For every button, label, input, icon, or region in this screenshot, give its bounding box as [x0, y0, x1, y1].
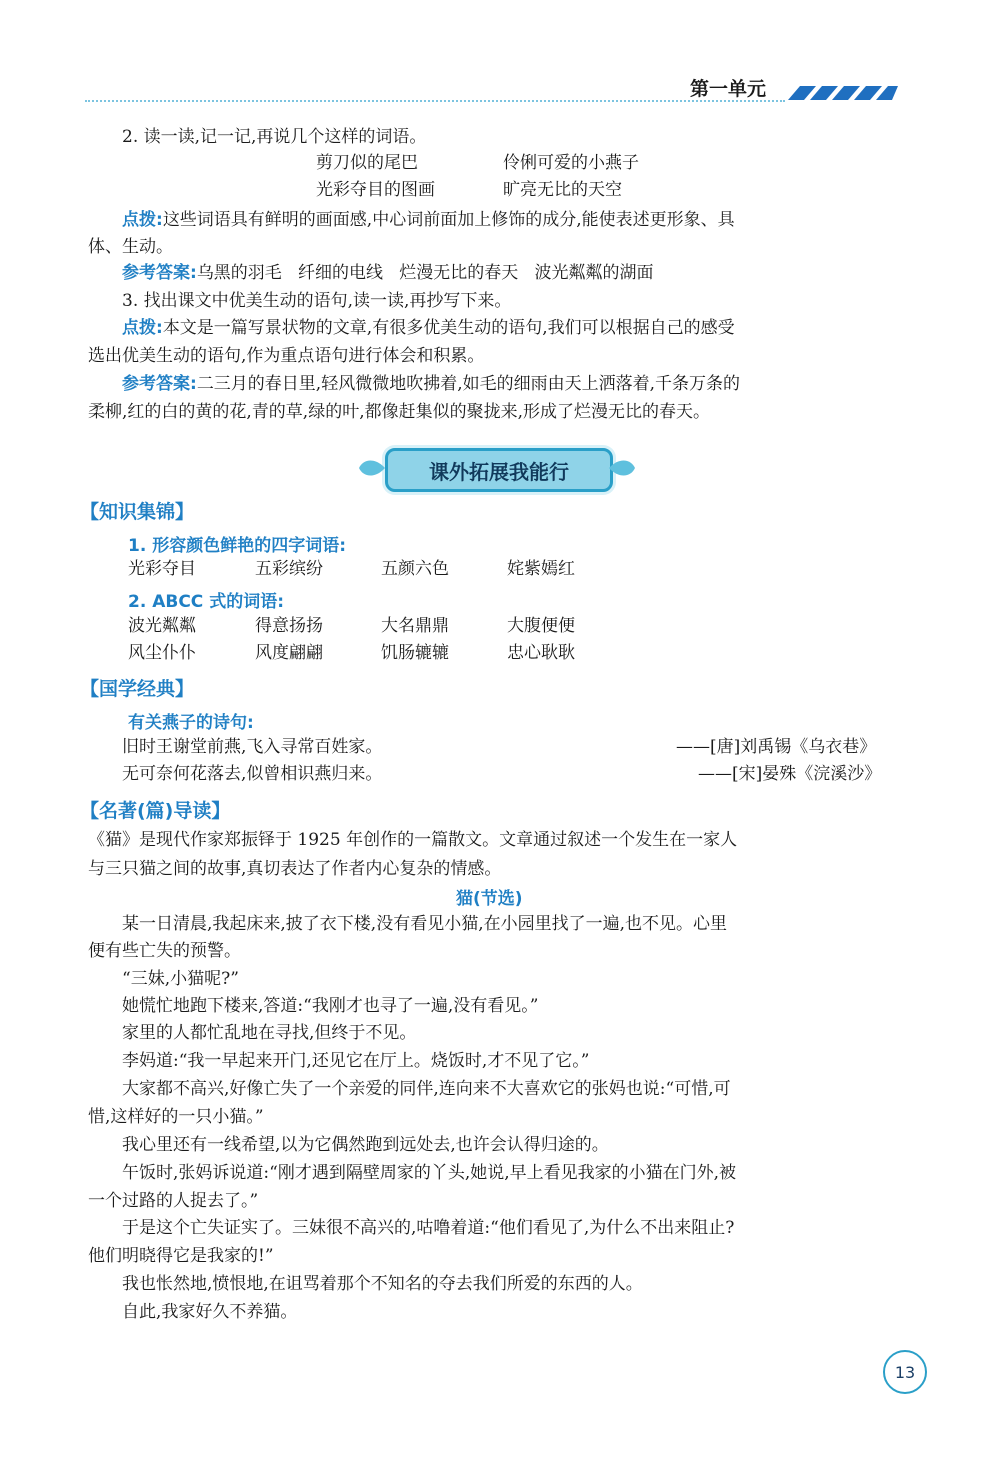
answer-text: 乌黑的羽毛 纤细的电线 烂漫无比的春天 波光粼粼的湖面 — [196, 263, 654, 283]
section-banner: 课外拓展我能行 — [385, 448, 613, 492]
classics-title: 【国学经典】 — [80, 678, 195, 700]
hint-label: 点拨: — [122, 318, 163, 338]
idiom-word: 风度翩翩 — [255, 643, 323, 663]
header-rule — [85, 100, 785, 102]
q2-word: 旷亮无比的天空 — [503, 180, 622, 200]
idiom-word: 五颜六色 — [381, 559, 449, 579]
q2-hint — [122, 206, 735, 234]
excerpt-line: 一个过路的人捉去了。” — [88, 1191, 259, 1211]
hint-text: 本文是一篇写景状物的文章,有很多优美生动的语句,我们可以根据自己的感受 — [162, 318, 735, 338]
excerpt-line: 我心里还有一线希望,以为它偶然跑到远处去,也许会认得归途的。 — [122, 1135, 609, 1155]
hint-label: 点拨: — [122, 210, 163, 230]
q3-answer-cont: 柔柳,红的白的黄的花,青的草,绿的叶,都像赶集似的聚拢来,形成了烂漫无比的春天。 — [88, 402, 711, 422]
idiom-word: 大腹便便 — [507, 616, 575, 636]
hint-text: 这些词语具有鲜明的画面感,中心词前面加上修饰的成分,能使表述更形象、具 — [162, 210, 735, 230]
answer-label: 参考答案: — [122, 263, 197, 283]
unit-title: 第一单元 — [690, 78, 767, 100]
q2-word: 伶俐可爱的小燕子 — [503, 153, 639, 173]
q2-hint-cont: 体、生动。 — [88, 237, 173, 257]
knowledge-sub1: 1. 形容颜色鲜艳的四字词语: — [128, 536, 347, 556]
leaf-right-icon — [607, 455, 637, 481]
poem-line: 无可奈何花落去,似曾相识燕归来。 — [122, 764, 383, 784]
answer-text: 二三月的春日里,轻风微微地吹拂着,如毛的细雨由天上洒落着,千条万条的 — [196, 374, 741, 394]
idiom-word: 风尘仆仆 — [128, 643, 196, 663]
q2-prompt: 2. 读一读,记一记,再说几个这样的词语。 — [122, 127, 427, 147]
excerpt-line: 午饭时,张妈诉说道:“刚才遇到隔壁周家的丫头,她说,早上看见我家的小猫在门外,被 — [122, 1163, 737, 1183]
idiom-word: 姹紫嫣红 — [507, 559, 575, 579]
idiom-word: 五彩缤纷 — [255, 559, 323, 579]
excerpt-line: 大家都不高兴,好像亡失了一个亲爱的同伴,连向来不大喜欢它的张妈也说:“可惜,可 — [122, 1079, 731, 1099]
poem-line: 旧时王谢堂前燕,飞入寻常百姓家。 — [122, 737, 383, 757]
idiom-word: 光彩夺目 — [128, 559, 196, 579]
leaf-left-icon — [357, 455, 387, 481]
q2-word: 剪刀似的尾巴 — [316, 153, 418, 173]
knowledge-sub2: 2. ABCC 式的词语: — [128, 592, 284, 612]
idiom-word: 大名鼎鼎 — [381, 616, 449, 636]
q2-answer — [122, 259, 653, 287]
excerpt-line: 她慌忙地跑下楼来,答道:“我刚才也寻了一遍,没有看见。” — [122, 996, 539, 1016]
knowledge-title: 【知识集锦】 — [80, 501, 195, 523]
idiom-word: 波光粼粼 — [128, 616, 196, 636]
reading-title: 【名著(篇)导读】 — [80, 800, 231, 822]
excerpt-line: “三妹,小猫呢?” — [122, 969, 239, 989]
poem-source: ——[宋]晏殊《浣溪沙》 — [698, 764, 882, 784]
q3-prompt: 3. 找出课文中优美生动的语句,读一读,再抄写下来。 — [122, 291, 512, 311]
answer-label: 参考答案: — [122, 374, 197, 394]
excerpt-line: 某一日清晨,我起床来,披了衣下楼,没有看见小猫,在小园里找了一遍,也不见。心里 — [122, 914, 728, 934]
excerpt-line: 家里的人都忙乱地在寻找,但终于不见。 — [122, 1023, 417, 1043]
q3-hint — [122, 314, 735, 342]
page-number: 13 — [883, 1350, 927, 1394]
excerpt-line: 李妈道:“我一早起来开门,还见它在厅上。烧饭时,才不见了它。” — [122, 1051, 590, 1071]
classics-sub: 有关燕子的诗句: — [128, 713, 254, 733]
reading-intro: 《猫》是现代作家郑振铎于 1925 年创作的一篇散文。文章通过叙述一个发生在一家人 — [88, 830, 738, 850]
poem-source: ——[唐]刘禹锡《乌衣巷》 — [676, 737, 877, 757]
q3-answer — [122, 370, 740, 398]
excerpt-line: 他们明晓得它是我家的!” — [88, 1246, 274, 1266]
idiom-word: 忠心耿耿 — [507, 643, 575, 663]
q2-word: 光彩夺目的图画 — [316, 180, 435, 200]
header-stripes-icon — [780, 84, 900, 102]
excerpt-line: 于是这个亡失证实了。三妹很不高兴的,咕噜着道:“他们看见了,为什么不出来阻止? — [122, 1218, 735, 1238]
excerpt-line: 惜,这样好的一只小猫。” — [88, 1107, 264, 1127]
excerpt-title: 猫(节选) — [456, 889, 523, 909]
reading-intro-cont: 与三只猫之间的故事,真切表达了作者内心复杂的情感。 — [88, 859, 502, 879]
excerpt-line: 自此,我家好久不养猫。 — [122, 1302, 298, 1322]
idiom-word: 饥肠辘辘 — [381, 643, 449, 663]
q3-hint-cont: 选出优美生动的语句,作为重点语句进行体会和积累。 — [88, 346, 485, 366]
idiom-word: 得意扬扬 — [255, 616, 323, 636]
excerpt-line: 便有些亡失的预警。 — [88, 941, 241, 961]
excerpt-line: 我也怅然地,愤恨地,在诅骂着那个不知名的夺去我们所爱的东西的人。 — [122, 1274, 643, 1294]
